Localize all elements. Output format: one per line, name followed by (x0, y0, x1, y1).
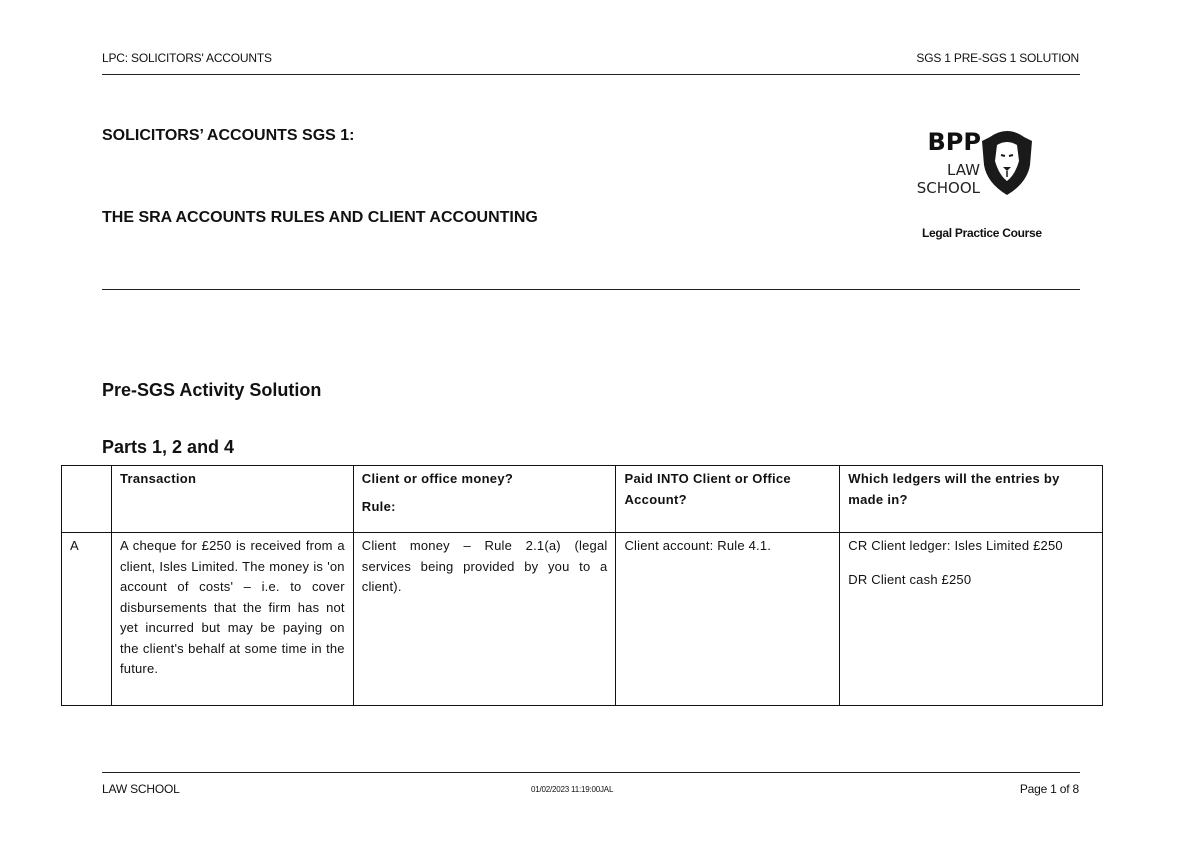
lion-shield-icon (982, 131, 1032, 195)
document-title: SOLICITORS’ ACCOUNTS SGS 1: (102, 127, 355, 144)
footer-left: LAW SCHOOL (102, 782, 180, 796)
transactions-table (61, 465, 1103, 706)
document-subtitle: THE SRA ACCOUNTS RULES AND CLIENT ACCOUNTING (102, 209, 538, 226)
header-right: SGS 1 PRE-SGS 1 SOLUTION (916, 51, 1079, 65)
bpp-law-school-logo (905, 125, 1055, 205)
table-row (62, 533, 1103, 706)
ledger-credit-entry: CR Client ledger: Isles Limited £250 (848, 538, 1063, 553)
header-cell-paid-into: Paid INTO Client or Office Account? (616, 466, 840, 533)
footer-center: 01/02/2023 11:19:00JAL (531, 785, 614, 794)
logo-school-text: SCHOOL (916, 179, 980, 197)
table-header-row (62, 466, 1103, 533)
subsection-title: Parts 1, 2 and 4 (102, 437, 235, 457)
title-divider (102, 289, 1080, 290)
logo-law-text: LAW (947, 161, 980, 179)
header-cell-client-or-office (353, 466, 616, 533)
row-id: A (62, 533, 112, 706)
page-number: Page 1 of 8 (1019, 782, 1079, 796)
row-account: Client account: Rule 4.1. (616, 533, 840, 706)
header-left: LPC: SOLICITORS' ACCOUNTS (102, 51, 272, 65)
row-money-type: Client money – Rule 2.1(a) (legal services being provided by you to a client). (353, 533, 616, 706)
row-ledgers (840, 533, 1103, 706)
header-divider (102, 74, 1080, 75)
course-label: Legal Practice Course (922, 226, 1042, 240)
header-cell-ledgers: Which ledgers will the entries by made in? (840, 466, 1103, 533)
header-client-or-office-label: Client or office money? (361, 471, 514, 486)
header-rule-label: Rule: (361, 498, 396, 514)
footer-divider (102, 772, 1080, 773)
logo-brand-text: BPP (927, 128, 981, 156)
ledger-debit-entry: DR Client cash £250 (848, 571, 972, 587)
header-cell-index (62, 466, 112, 533)
row-transaction: A cheque for £250 is received from a client, Isles Limited. The money is 'on account of costs' – i.e. to cover disbursements that the firm has not yet incurred but may be paying on the client's behalf at some time in the future. (111, 533, 353, 706)
section-title: Pre-SGS Activity Solution (102, 380, 322, 400)
header-cell-transaction: Transaction (111, 466, 353, 533)
